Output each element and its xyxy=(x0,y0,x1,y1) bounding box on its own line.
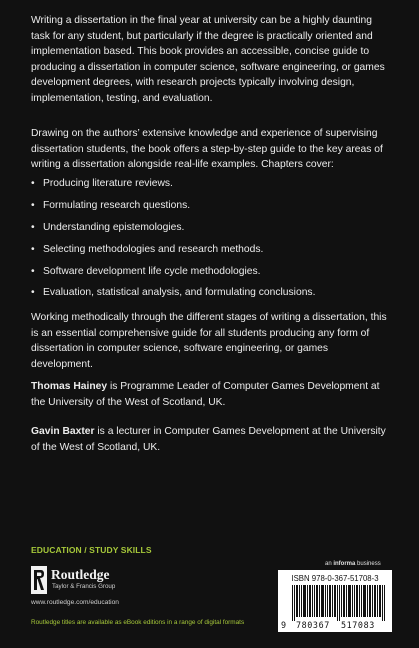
author-name: Gavin Baxter xyxy=(31,426,95,437)
barcode-digit: 9 xyxy=(281,620,287,630)
chapter-item: • Understanding epistemologies. xyxy=(31,220,391,236)
publisher-website: www.routledge.com/education xyxy=(31,599,119,606)
author-bio-text: is a lecturer in Computer Games Development at the University of the West of Scotland, UK. xyxy=(31,426,386,453)
ebook-note: Routledge titles are available as eBook editions in a range of digital formats xyxy=(31,619,245,626)
chapter-item: • Producing literature reviews. xyxy=(31,176,391,192)
barcode-digit-group: 517083 xyxy=(341,620,375,630)
barcode-bars-icon xyxy=(292,585,388,621)
barcode xyxy=(278,570,392,632)
publisher-name: Routledge xyxy=(51,567,110,582)
chapter-item: • Evaluation, statistical analysis, and formulating conclusions. xyxy=(31,285,391,301)
description-paragraph-1: Writing a dissertation in the final year at university can be a highly daunting task for any student, but particularly if the degree is practically oriented and implementation based. This book provides an accessible, concise guide to producing a dissertation in computer science, software engineering, or games development degrees, with research projects typically involving design, implementation, testing, and evaluation. xyxy=(31,15,385,104)
chapter-list xyxy=(31,176,391,307)
isbn-label: ISBN 978-0-367-51708-3 xyxy=(291,574,379,583)
chapter-item: • Software development life cycle methodologies. xyxy=(31,264,391,280)
chapter-item: • Selecting methodologies and research methods. xyxy=(31,242,391,258)
routledge-logo-icon xyxy=(31,566,47,594)
barcode-digit-group: 780367 xyxy=(296,620,330,630)
informa-tagline: an informa business xyxy=(325,561,381,567)
description-paragraph-2: Drawing on the authors’ extensive knowledge and experience of supervising dissertation students, the book offers a step-by-step guide to the key areas of writing a dissertation alongside real-life examples. Chapters cover: xyxy=(31,128,383,171)
subject-category: EDUCATION / STUDY SKILLS xyxy=(31,545,152,555)
author-name: Thomas Hainey xyxy=(31,381,108,392)
description-paragraph-3: Working methodically through the different stages of writing a dissertation, this is an essential comprehensive guide for all students producing any form of dissertation in computer science, software engineering, or games development. xyxy=(31,312,387,370)
author-bio-text: is Programme Leader of Computer Games Development at the University of the West of Scotland, UK. xyxy=(31,381,380,408)
author-bio-2 xyxy=(31,424,389,455)
author-bio-1 xyxy=(31,379,389,410)
publisher-group: Taylor & Francis Group xyxy=(52,583,116,590)
chapter-item: • Formulating research questions. xyxy=(31,198,391,214)
